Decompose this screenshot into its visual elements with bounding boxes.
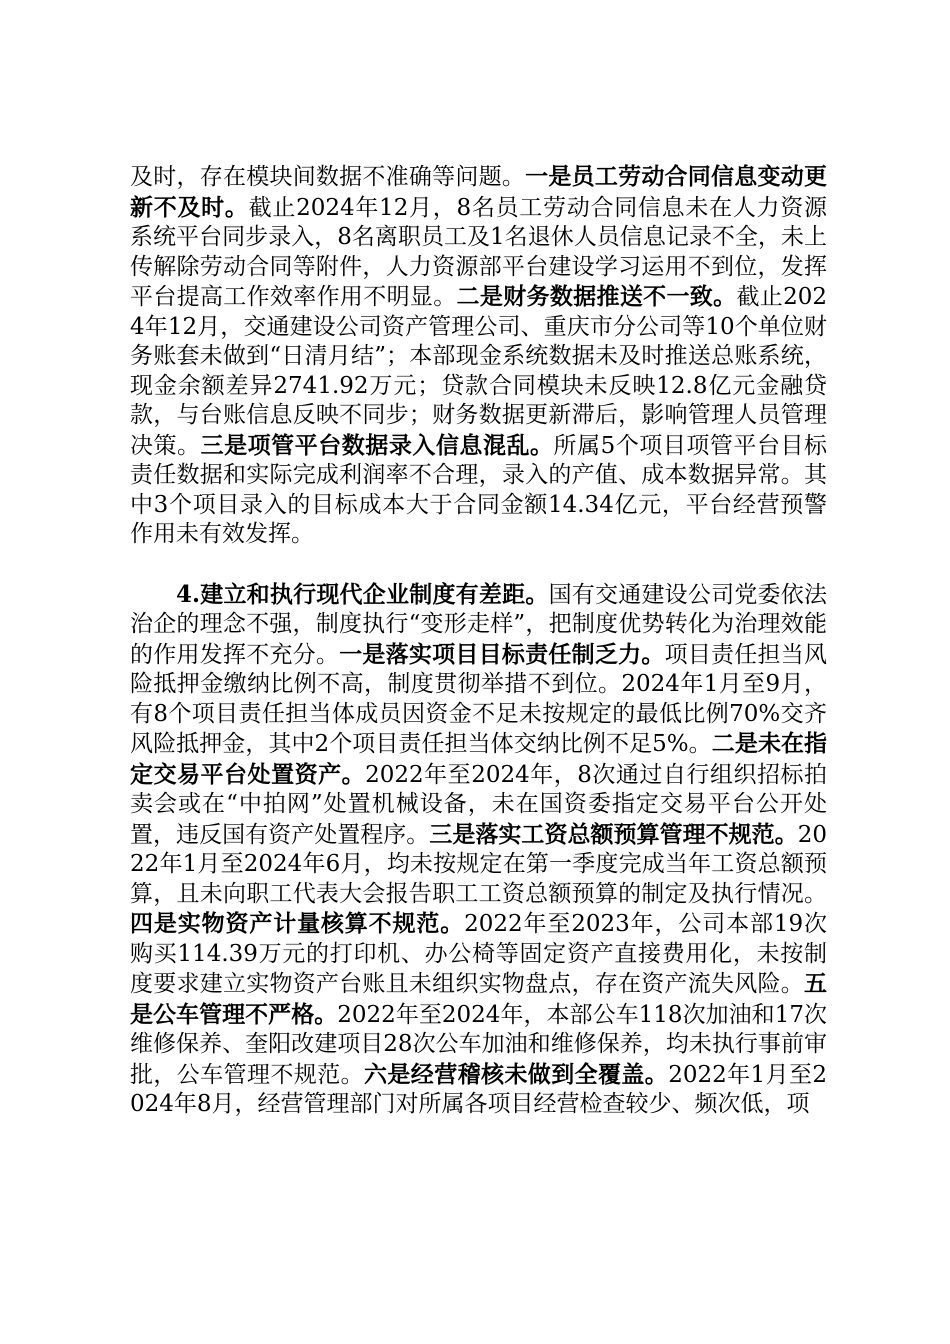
bold-heading-segment: 三是项管平台数据录入信息混乱。 bbox=[200, 431, 554, 459]
paragraph-platform-data bbox=[130, 162, 827, 550]
bold-heading-segment: 六是经营稽核未做到全覆盖。 bbox=[364, 1060, 669, 1088]
text-segment: 截止2024年12月，8名员工劳动合同信息未在人力资源系统平台同步录入，8名离职员工及1名退休人员信息记录不全，未上传解除劳动合同等附件，人力资源部平台建设学习运用不到位，发挥平台提高工作效率作用不明显。 bbox=[130, 194, 827, 310]
bold-heading-segment: 二是财务数据推送不一致。 bbox=[456, 283, 737, 310]
bold-heading-segment: 一是落实项目目标责任制乏力。 bbox=[339, 640, 665, 668]
text-segment: 项目责任担当风险抵押金缴纳比例不高，制度贯彻举措不到位。2024年1月至9月，有8个项目责任担当体成员因资金不足未按规定的最低比例70%交齐风险抵押金，其中2个项目责任担当体交纳比例不足5%。 bbox=[130, 641, 828, 757]
text-segment: 2022年至2023年，公司本部19次购买114.39万元的打印机、办公椅等固定资产直接费用化，未按制度要求建立实物资产台账且未组织实物盘点，存在资产流失风险。 bbox=[130, 911, 828, 997]
text-segment: 2022年至2024年，8次通过自行组织招标拍卖会或在“中拍网”处置机械设备，未在国资委指定交易平台公开处置，违反国有资产处置程序。 bbox=[130, 761, 828, 848]
text-segment: 2022年至2024年，本部公车118次加油和17次维修保养、奎阳改建项目28次公车加油和维修保养，均未执行事前审批，公车管理不规范。 bbox=[130, 1001, 828, 1088]
document-page bbox=[130, 162, 827, 1120]
text-segment: 所属5个项目项管平台目标责任数据和实际完成利润率不合理，录入的产值、成本数据异常。其中3个项目录入的目标成本大于合同金额14.34亿元，平台经营预警作用未有效发挥。 bbox=[130, 432, 828, 547]
bold-heading-segment: 4.建立和执行现代企业制度有差距。 bbox=[176, 580, 549, 608]
bold-heading-segment: 二是未在指定交易平台处置资产。 bbox=[130, 730, 828, 788]
bold-heading-segment: 四是实物资产计量核算不规范。 bbox=[130, 910, 465, 937]
bold-heading-segment: 三是落实工资总额预算管理不规范。 bbox=[429, 820, 798, 848]
text-segment: 截止2024年12月，交通建设公司资产管理公司、重庆市分公司等10个单位财务账套未做到“日清月结”；本部现金系统数据未及时推送总账系统，现金余额差异2741.92万元；贷款合同模块未反映12.8亿元金融贷款，与台账信息反映不同步；财务数据更新滞后，影响管理人员管理决策。 bbox=[130, 284, 828, 459]
text-segment: 及时，存在模块间数据不准确等问题。 bbox=[130, 164, 526, 190]
text-segment: 国有交通建设公司党委依法治企的理念不强，制度执行“变形走样”，把制度优势转化为治理效能的作用发挥不充分。 bbox=[130, 581, 828, 668]
paragraph-modern-enterprise-system bbox=[130, 580, 827, 1120]
bold-heading-segment: 五是公车管理不严格。 bbox=[130, 970, 827, 1028]
text-segment: 2022年1月至2024年6月，均未按规定在第一季度完成当年工资总额预算，且未向职工代表大会报告职工工资总额预算的制定及执行情况。 bbox=[130, 821, 828, 907]
text-segment: 2022年1月至2024年8月，经营管理部门对所属各项目经营检查较少、频次低，项 bbox=[130, 1061, 828, 1117]
bold-heading-segment: 一是员工劳动合同信息变动更新不及时。 bbox=[130, 163, 828, 221]
